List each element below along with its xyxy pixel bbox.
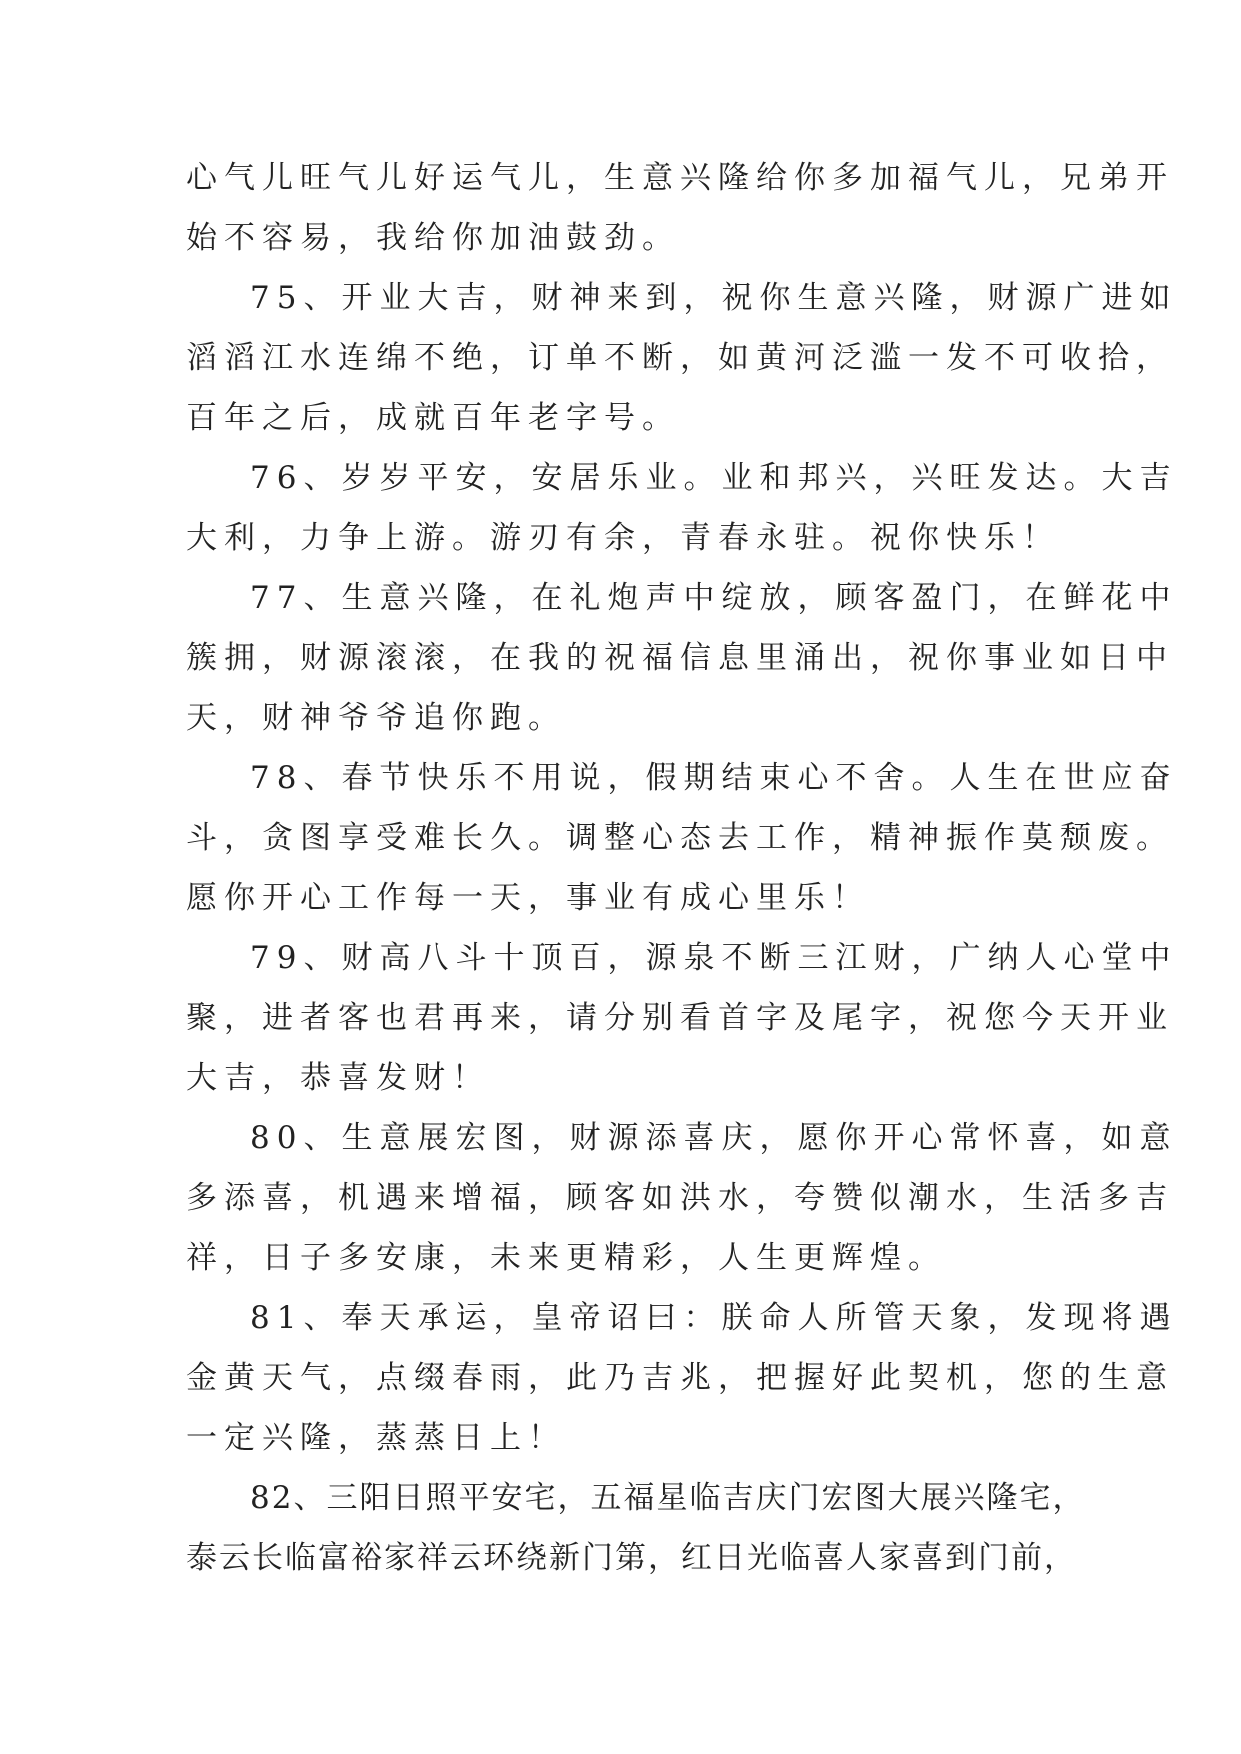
paragraph-78 <box>186 748 1178 928</box>
text-line: 金黄天气，点缀春雨，此乃吉兆，把握好此契机，您的生意 <box>186 1360 1174 1396</box>
text-line: 76、岁岁平安，安居乐业。业和邦兴，兴旺发达。大吉 <box>250 460 1178 496</box>
text-line: 多添喜，机遇来增福，顾客如洪水，夸赞似潮水，生活多吉 <box>186 1180 1174 1216</box>
paragraph-79 <box>186 928 1178 1108</box>
text-line: 78、春节快乐不用说，假期结束心不舍。人生在世应奋 <box>250 760 1178 796</box>
paragraph <box>186 148 1174 268</box>
text-line: 81、奉天承运，皇帝诏曰：朕命人所管天象，发现将遇 <box>250 1300 1178 1336</box>
text-line: 大吉，恭喜发财！ <box>186 1060 490 1096</box>
paragraph-82 <box>186 1468 1086 1588</box>
paragraph-81 <box>186 1288 1178 1468</box>
paragraph-75 <box>186 268 1178 448</box>
text-line: 愿你开心工作每一天，事业有成心里乐！ <box>186 880 870 916</box>
text-line: 大利，力争上游。游刃有余，青春永驻。祝你快乐！ <box>186 520 1060 556</box>
text-line: 79、财高八斗十顶百，源泉不断三江财，广纳人心堂中 <box>250 940 1178 976</box>
text-line: 75、开业大吉，财神来到，祝你生意兴隆，财源广进如 <box>250 280 1178 316</box>
text-line: 天，财神爷爷追你跑。 <box>186 700 566 736</box>
paragraph-77 <box>186 568 1178 748</box>
text-line: 聚，进者客也君再来，请分别看首字及尾字，祝您今天开业 <box>186 1000 1174 1036</box>
text-line: 泰云长临富裕家祥云环绕新门第，红日光临喜人家喜到门前， <box>186 1540 1077 1576</box>
text-line: 始不容易，我给你加油鼓劲。 <box>186 220 680 256</box>
text-line: 82、三阳日照平安宅，五福星临吉庆门宏图大展兴隆宅， <box>250 1480 1086 1516</box>
text-line: 心气儿旺气儿好运气儿，生意兴隆给你多加福气儿，兄弟开 <box>186 160 1174 196</box>
text-line: 80、生意展宏图，财源添喜庆，愿你开心常怀喜，如意 <box>250 1120 1178 1156</box>
text-line: 77、生意兴隆，在礼炮声中绽放，顾客盈门，在鲜花中 <box>250 580 1178 616</box>
document-body <box>186 148 1178 1588</box>
text-line: 一定兴隆，蒸蒸日上！ <box>186 1420 566 1456</box>
paragraph-80 <box>186 1108 1178 1288</box>
text-line: 百年之后，成就百年老字号。 <box>186 400 680 436</box>
text-line: 滔滔江水连绵不绝，订单不断，如黄河泛滥一发不可收拾， <box>186 340 1174 376</box>
text-line: 斗，贪图享受难长久。调整心态去工作，精神振作莫颓废。 <box>186 820 1174 856</box>
text-line: 祥，日子多安康，未来更精彩，人生更辉煌。 <box>186 1240 946 1276</box>
paragraph-76 <box>186 448 1178 568</box>
text-line: 簇拥，财源滚滚，在我的祝福信息里涌出，祝你事业如日中 <box>186 640 1174 676</box>
